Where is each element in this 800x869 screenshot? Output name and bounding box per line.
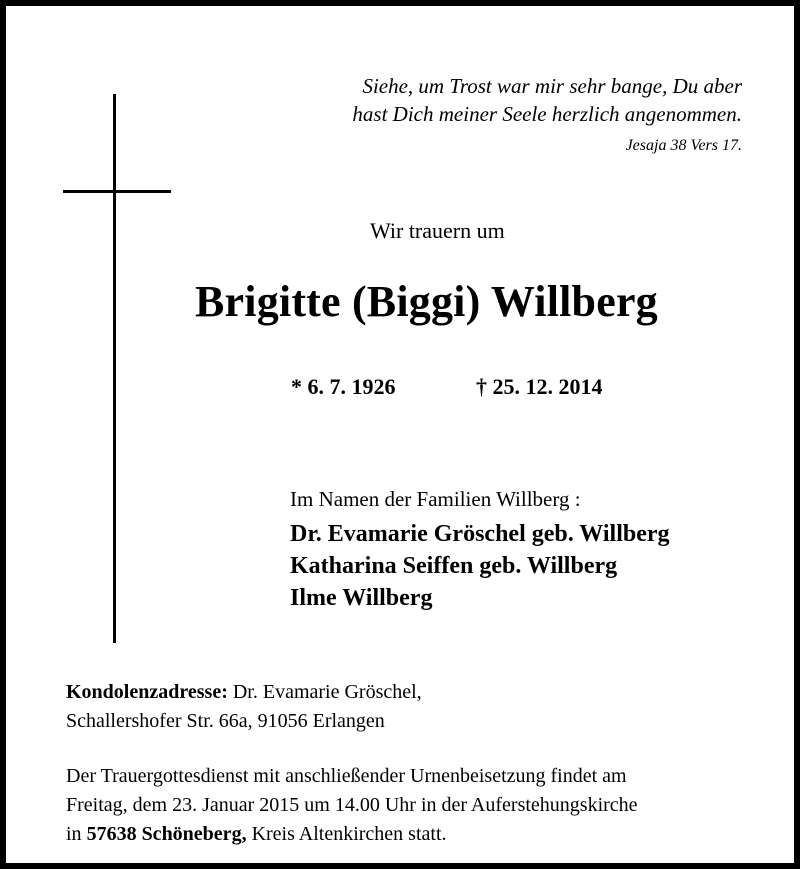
condolence-label: Kondolenzadresse:	[66, 681, 228, 703]
birth-date: * 6. 7. 1926	[291, 374, 396, 399]
mourners-list	[290, 518, 670, 614]
cross-vertical-bar	[113, 94, 116, 643]
condolence-line-1	[66, 678, 422, 707]
family-label: Im Namen der Familien Willberg :	[290, 487, 581, 511]
condolence-address	[66, 678, 422, 736]
bible-reference: Jesaja 38 Vers 17.	[625, 137, 742, 154]
condolence-recipient: Dr. Evamarie Gröschel,	[227, 681, 422, 703]
bible-quote-line-2: hast Dich meiner Seele herzlich angenommen.	[352, 102, 742, 126]
funeral-service-info	[66, 762, 638, 849]
service-line-1: Der Trauergottesdienst mit anschließender Urnenbeisetzung findet am	[66, 765, 627, 787]
deceased-name: Brigitte (Biggi) Willberg	[195, 277, 658, 326]
mourner-name: Ilme Willberg	[290, 585, 433, 611]
service-place: 57638 Schöneberg,	[86, 823, 247, 845]
bible-quote-line-1: Siehe, um Trost war mir sehr bange, Du aber	[362, 74, 742, 98]
mourner-name: Katharina Seiffen geb. Willberg	[290, 553, 618, 579]
death-date: † 25. 12. 2014	[476, 374, 603, 399]
condolence-line-2: Schallershofer Str. 66a, 91056 Erlangen	[66, 710, 385, 732]
service-line-3	[66, 820, 638, 849]
mourning-intro: Wir trauern um	[370, 218, 505, 243]
mourner-name: Dr. Evamarie Gröschel geb. Willberg	[290, 521, 670, 547]
service-line-2: Freitag, dem 23. Januar 2015 um 14.00 Uhr in der Auferstehungskirche	[66, 794, 638, 816]
service-line-3-suffix: Kreis Altenkirchen statt.	[246, 823, 447, 845]
service-line-3-prefix: in	[66, 823, 87, 845]
cross-horizontal-bar	[63, 190, 171, 193]
